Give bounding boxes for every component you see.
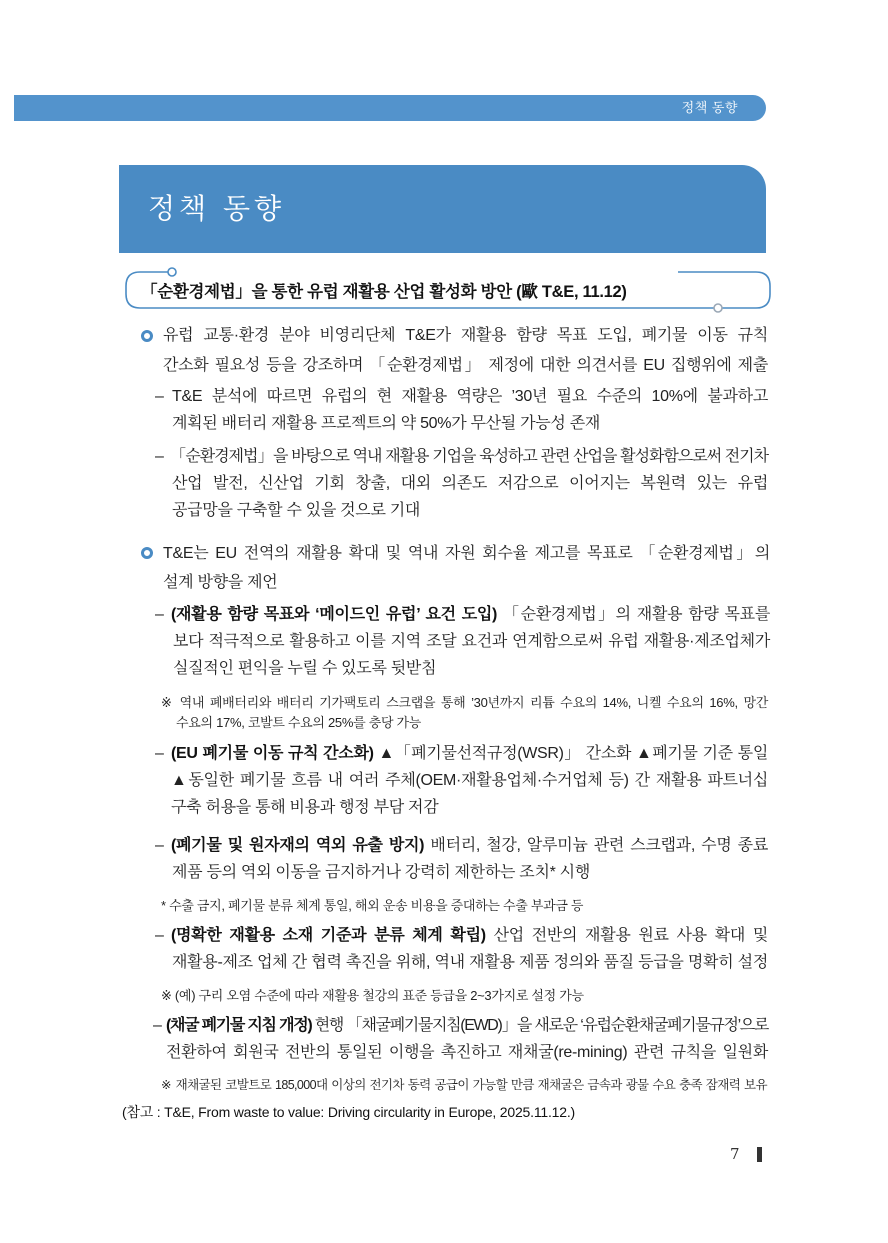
dash-marker: – (155, 837, 164, 854)
text-span: 산업 전반의 재활용 원료 사용 확대 및 (493, 927, 768, 944)
text-line: ※ 역내 폐배터리와 배터리 기가팩토리 스크랩을 통해 ’30년까지 리튬 수요의 14%, 니켈 수요의 16%, 망간 (161, 695, 768, 710)
text-line: * 수출 금지, 폐기물 분류 체계 통일, 해외 운송 비용을 증대하는 수출 부과금 등 (161, 898, 584, 913)
text-line: 계획된 배터리 재활용 프로젝트의 약 50%가 무산될 가능성 존재 (172, 415, 601, 432)
dash-marker: – (155, 388, 164, 405)
page-title: 정책 동향 (148, 192, 286, 225)
footnote (161, 693, 768, 733)
dash-item (153, 1012, 768, 1066)
text-line: 「순환경제법」을 바탕으로 역내 재활용 기업을 육성하고 관련 산업을 활성화함으로써 전기차 (170, 448, 768, 465)
text-line: T&E 분석에 따르면 유럽의 현 재활용 역량은 ’30년 필요 수준의 10%에 불과하고 (172, 388, 768, 405)
text-line: 수요의 17%, 코발트 수요의 25%를 충당 가능 (176, 715, 422, 730)
text-line: 산업 발전, 신산업 기회 창출, 대외 의존도 저감으로 이어지는 복원력 있는 유럽 (172, 475, 768, 492)
dash-marker: – (155, 448, 164, 465)
text-span: ▲「폐기물선적규정(WSR)」 간소화 ▲폐기물 기준 통일 (378, 745, 768, 762)
dash-item (155, 443, 768, 524)
subtitle: 「순환경제법」을 통한 유럽 재활용 산업 활성화 방안 (歐 T&E, 11.12) (141, 283, 627, 301)
text-line: 공급망을 구축할 수 있을 것으로 기대 (172, 502, 421, 519)
frame-pin-circle-icon (714, 304, 722, 312)
bullet-circle-icon (141, 330, 153, 342)
text-line: 제품 등의 역외 이동을 금지하거나 강력히 제한하는 조치* 시행 (172, 864, 590, 881)
text-line (171, 922, 768, 949)
bold-lead: (EU 폐기물 이동 규칙 간소화) (171, 745, 374, 762)
text-line (171, 832, 768, 859)
bullet-item (141, 321, 768, 381)
bold-lead: (재활용 함량 목표와 ‘메이드인 유럽’ 요건 도입) (171, 606, 498, 623)
bullet-item (141, 539, 770, 597)
dash-marker: – (153, 1017, 162, 1034)
text-line (166, 1012, 768, 1039)
footnote (161, 896, 768, 916)
dash-item (155, 383, 768, 437)
dash-item (155, 601, 770, 682)
header-section-label: 정책 동향 (681, 100, 738, 115)
text-span: 현행 「채굴폐기물지침(EWD)」을 새로운 ‘유럽순환채굴폐기물규정’으로 (314, 1017, 768, 1034)
dash-item (155, 832, 768, 886)
text-line: 실질적인 편익을 누릴 수 있도록 뒷받침 (173, 660, 437, 677)
text-line: 간소화 필요성 등을 강조하며 「순환경제법」 제정에 대한 의견서를 EU 집행위에 제출 (163, 357, 768, 374)
text-line: 전환하여 회원국 전반의 통일된 이행을 촉진하고 재채굴(re-mining) 관련 규칙을 일원화 (166, 1044, 768, 1061)
frame-pin-circle-icon (168, 268, 176, 276)
bullet-circle-icon (141, 547, 153, 559)
header-bar (14, 95, 766, 121)
text-line: T&E는 EU 전역의 재활용 확대 및 역내 자원 회수율 제고를 목표로 「순환경제법」의 (163, 545, 770, 562)
text-line: 재활용-제조 업체 간 협력 촉진을 위해, 역내 재활용 제품 정의와 품질 등급을 명확히 설정 (172, 954, 768, 971)
text-span: 배터리, 철강, 알루미늄 관련 스크랩과, 수명 종료 (430, 837, 768, 854)
dash-marker: – (155, 745, 164, 762)
text-line: 구축 허용을 통해 비용과 행정 부담 저감 (171, 799, 439, 816)
dash-marker: – (155, 606, 164, 623)
text-line: 유럽 교통·환경 분야 비영리단체 T&E가 재활용 함량 목표 도입, 폐기물 이동 규칙 (163, 327, 768, 344)
text-line: 설계 방향을 제언 (163, 574, 278, 591)
dash-item (155, 922, 768, 976)
text-line: 보다 적극적으로 활용하고 이를 지역 조달 요건과 연계함으로써 유럽 재활용·제조업체가 (173, 633, 770, 650)
text-line: ※ (예) 구리 오염 수준에 따라 재활용 철강의 표준 등급을 2~3가지로 설정 가능 (161, 988, 584, 1003)
text-line (171, 740, 768, 767)
text-line (171, 601, 770, 628)
text-line: ▲동일한 폐기물 흐름 내 여러 주체(OEM·재활용업체·수거업체 등) 간 재활용 파트너십 (171, 772, 768, 789)
footnote (161, 986, 768, 1006)
dash-marker: – (155, 927, 164, 944)
text-span: 「순환경제법」의 재활용 함량 목표를 (503, 606, 770, 623)
bold-lead: (폐기물 및 원자재의 역외 유출 방지) (171, 837, 425, 854)
reference-citation: (참고 : T&E, From waste to value: Driving circularity in Europe, 2025.11.12.) (122, 1104, 575, 1120)
title-box (119, 165, 766, 253)
footnote (161, 1075, 767, 1095)
page-number-bar (757, 1147, 762, 1162)
bold-lead: (명확한 재활용 소재 기준과 분류 체계 확립) (171, 927, 486, 944)
text-line: ※ 재채굴된 코발트로 185,000대 이상의 전기차 동력 공급이 가능할 만큼 재채굴은 금속과 광물 수요 충족 잠재력 보유 (161, 1078, 767, 1092)
dash-item (155, 740, 768, 821)
page-number: 7 (730, 1145, 740, 1163)
bold-lead: (채굴 폐기물 지침 개정) (166, 1017, 312, 1034)
